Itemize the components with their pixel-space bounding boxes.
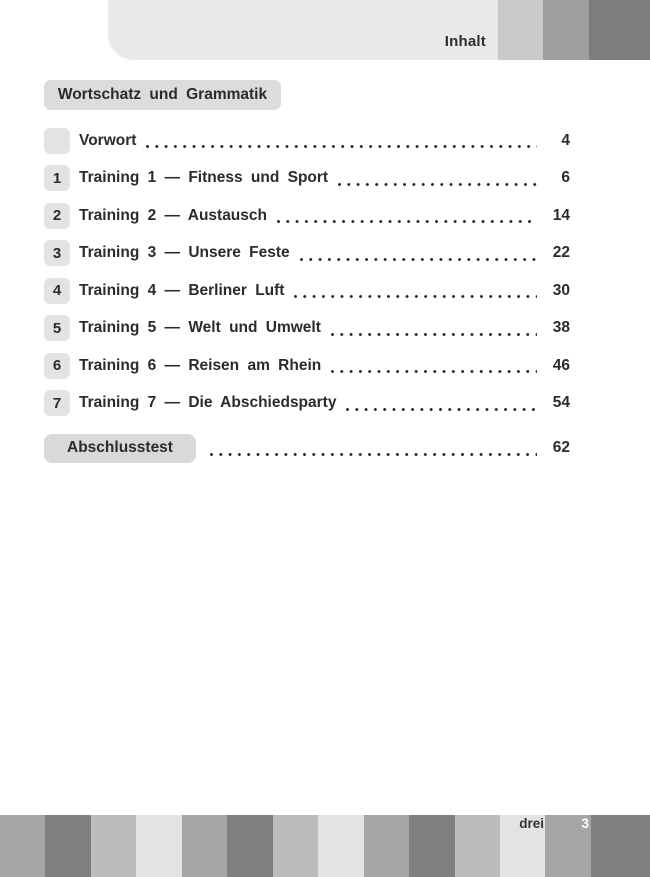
chapter-number-box: 6	[44, 353, 70, 379]
footer-page-number: 3	[581, 816, 589, 831]
toc-entry-page: 38	[552, 319, 570, 336]
footer-page-word: drei	[519, 816, 544, 831]
toc-row-training-6	[44, 352, 570, 379]
section-label: Wortschatz und Grammatik	[44, 80, 281, 110]
header-band-light	[108, 0, 498, 60]
abschlusstest-label-box: Abschlusstest	[44, 434, 196, 463]
dot-leader	[300, 258, 537, 261]
toc-row-training-3	[44, 240, 570, 267]
stripe-bar	[136, 815, 181, 877]
toc-entry-title: Training 5 — Welt und Umwelt	[79, 319, 321, 336]
stripe-bar	[364, 815, 409, 877]
toc-row-vorwort	[44, 127, 570, 154]
toc-entry-page: 4	[561, 131, 570, 149]
stripe-bar	[409, 815, 454, 877]
stripe-bar	[227, 815, 272, 877]
page-title: Inhalt	[444, 33, 486, 50]
chapter-number-box	[44, 128, 70, 154]
stripe-bar	[0, 815, 45, 877]
toc-entry-title: Training 6 — Reisen am Rhein	[79, 356, 322, 374]
toc-entry-title: Vorwort	[79, 131, 137, 149]
toc-entry-page: 62	[552, 439, 570, 456]
dot-leader	[338, 183, 537, 186]
toc-entry-page: 46	[552, 356, 570, 374]
dot-leader	[277, 220, 537, 223]
header-color-blocks	[498, 0, 650, 60]
toc-row-training-1	[44, 165, 570, 192]
chapter-number-box: 3	[44, 240, 70, 266]
toc-row-training-7	[44, 390, 570, 417]
stripe-bar	[591, 815, 650, 877]
header-band	[108, 0, 650, 60]
chapter-number-box: 5	[44, 315, 70, 341]
stripe-bar	[589, 0, 650, 60]
toc-entry-page: 14	[552, 206, 570, 224]
toc-row-training-2	[44, 202, 570, 229]
chapter-number-box: 4	[44, 278, 70, 304]
stripe-bar	[273, 815, 318, 877]
dot-leader	[331, 370, 537, 373]
toc-entry-page: 6	[561, 169, 570, 186]
stripe-bar	[45, 815, 90, 877]
toc-entry-title: Training 3 — Unsere Feste	[79, 244, 290, 261]
dot-leader	[210, 453, 537, 456]
dot-leader	[294, 295, 537, 298]
stripe-bar	[455, 815, 500, 877]
toc-entry-title: Training 7 — Die Abschiedsparty	[79, 394, 337, 411]
chapter-number-box: 7	[44, 390, 70, 416]
footer-stripe	[0, 815, 650, 877]
dot-leader	[146, 145, 537, 148]
stripe-bar	[543, 0, 588, 60]
toc-row-abschlusstest	[44, 433, 570, 463]
dot-leader	[346, 408, 537, 411]
stripe-bar	[182, 815, 227, 877]
toc-row-training-4	[44, 277, 570, 304]
toc-list	[44, 127, 570, 427]
toc-entry-page: 22	[552, 244, 570, 261]
toc-row-training-5	[44, 315, 570, 342]
toc-entry-page: 54	[552, 394, 570, 411]
toc-entry-page: 30	[552, 281, 570, 299]
chapter-number-box: 1	[44, 165, 70, 191]
stripe-bar	[91, 815, 136, 877]
stripe-bar	[318, 815, 363, 877]
dot-leader	[331, 333, 537, 336]
stripe-bar	[498, 0, 543, 60]
toc-entry-title: Training 4 — Berliner Luft	[79, 281, 285, 299]
toc-entry-title: Training 2 — Austausch	[79, 206, 267, 224]
chapter-number-box: 2	[44, 203, 70, 229]
toc-entry-title: Training 1 — Fitness und Sport	[79, 169, 329, 186]
